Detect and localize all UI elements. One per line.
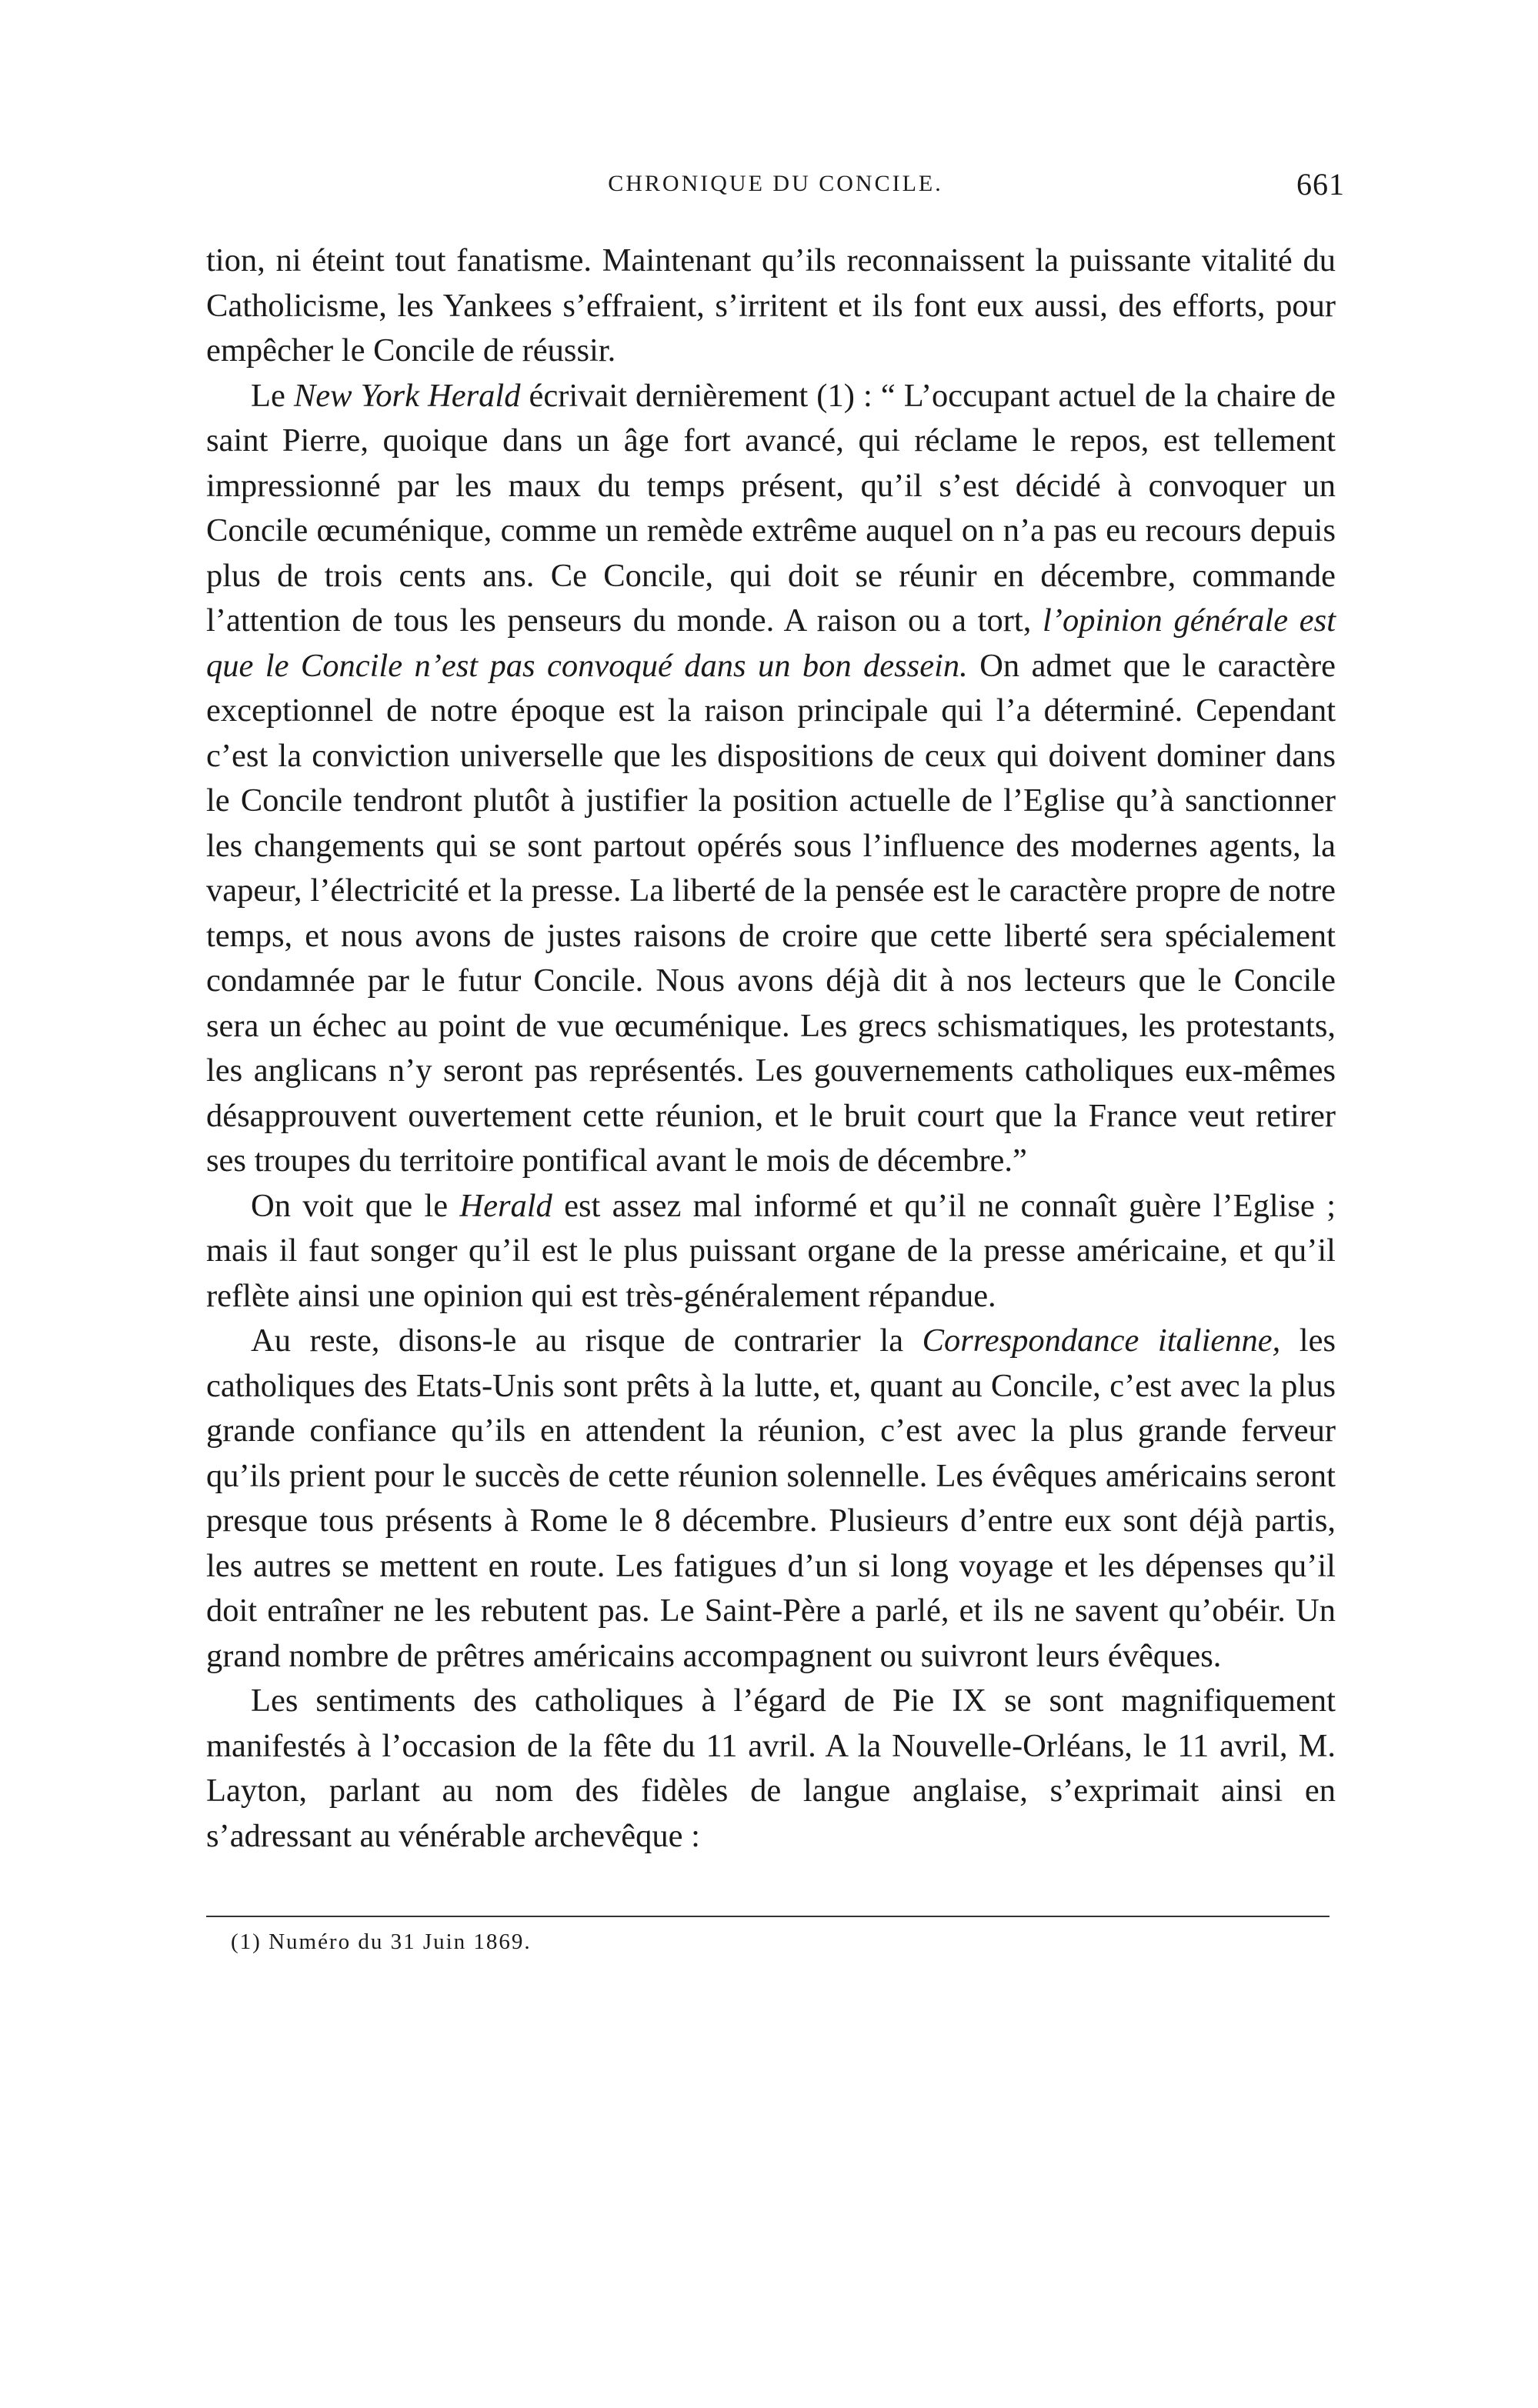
paragraph-4	[206, 1319, 1336, 1679]
paragraph-2-text-2: écrivait dernièrement (1) : “ L’occupant actuel de la chaire de saint Pierre, quoique dans un âge fort avancé, qui réclame le repos, est tellement impressionné par les maux du temps présent, qu’il s’est décidé à convoquer un Concile œcuménique, comme un remède extrême auquel on n’a pas eu recours depuis plus de trois cents ans. Ce Concile, qui doit se réunir en décembre, commande l’attention de tous les penseurs du monde. A raison ou a tort,	[206, 377, 1336, 639]
paragraph-1	[206, 238, 1336, 374]
newspaper-short-title: Herald	[459, 1187, 552, 1224]
paragraph-5	[206, 1679, 1336, 1859]
running-head	[206, 167, 1345, 209]
paragraph-2-text-1: Le	[251, 377, 294, 414]
paragraph-1-text: tion, ni éteint tout fanatisme. Maintenant qu’ils reconnaissent la puissante vitalité du Catholicisme, les Yankees s’effraient, s’irritent et ils font eux aussi, des efforts, pour empêcher le Concile de réussir.	[206, 242, 1336, 369]
paragraph-4-text-2: les catholiques des Etats-Unis sont prêts à la lutte, et, quant au Concile, c’est avec la plus grande confiance qu’ils en attendent la réunion, c’est avec la plus grande ferveur qu’ils prient pour le succès de cette réunion solennelle. Les évêques américains seront presque tous présents à Rome le 8 décembre. Plusieurs d’entre eux sont déjà partis, les autres se mettent en route. Les fatigues d’un si long voyage et les dépenses qu’il doit entraîner ne les rebutent pas. Le Saint-Père a parlé, et ils ne savent qu’obéir. Un grand nombre de prêtres américains accompagnent ou suivront leurs évêques.	[206, 1322, 1336, 1674]
paragraph-3-text-1: On voit que le	[251, 1187, 460, 1224]
footnote-divider	[206, 1916, 1329, 1917]
paragraph-3-text-2: est assez mal informé et qu’il ne connaît guère l’Eglise ; mais il faut songer qu’il est le plus puissant organe de la presse américaine, et qu’il reflète ainsi une opinion qui est très-généralement répandue.	[206, 1187, 1336, 1314]
body-text	[206, 238, 1336, 1859]
paragraph-2	[206, 374, 1336, 1184]
footnote: (1) Numéro du 31 Juin 1869.	[231, 1929, 532, 1954]
quoted-opinion: l’opinion générale est que le Concile n’est pas convoqué dans un bon dessein.	[206, 602, 1336, 684]
correspondance-title: Correspondance italienne,	[922, 1322, 1281, 1359]
paragraph-3	[206, 1184, 1336, 1319]
running-title: CHRONIQUE DU CONCILE.	[608, 171, 943, 196]
paragraph-5-text: Les sentiments des catholiques à l’égard de Pie IX se sont magnifiquement manifestés à l’occasion de la fête du 11 avril. A la Nouvelle-Orléans, le 11 avril, M. Layton, parlant au nom des fidèles de langue anglaise, s’exprimait ainsi en s’adressant au vénérable archevêque :	[206, 1683, 1336, 1854]
page-number: 661	[1296, 167, 1345, 202]
paragraph-2-text-3: On admet que le caractère exceptionnel de notre époque est la raison principale qui l’a déterminé. Cependant c’est la conviction universelle que les dispositions de ceux qui doivent dominer dans le Concile tendront plutôt à justifier la position actuelle de l’Eglise qu’à sanctionner les changements qui se sont partout opérés sous l’influence des modernes agents, la vapeur, l’électricité et la presse. La liberté de la pensée est le caractère propre de notre temps, et nous avons de justes raisons de croire que cette liberté sera spécialement condamnée par le futur Concile. Nous avons déjà dit à nos lecteurs que le Concile sera un échec au point de vue œcuménique. Les grecs schismatiques, les protestants, les anglicans n’y seront pas représentés. Les gouvernements catholiques eux-mêmes désapprouvent ouvertement cette réunion, et le bruit court que la France veut retirer ses troupes du territoire pontifical avant le mois de décembre.”	[206, 647, 1336, 1179]
newspaper-title: New York Herald	[293, 377, 521, 414]
paragraph-4-text-1: Au reste, disons-le au risque de contrarier la	[251, 1322, 922, 1359]
